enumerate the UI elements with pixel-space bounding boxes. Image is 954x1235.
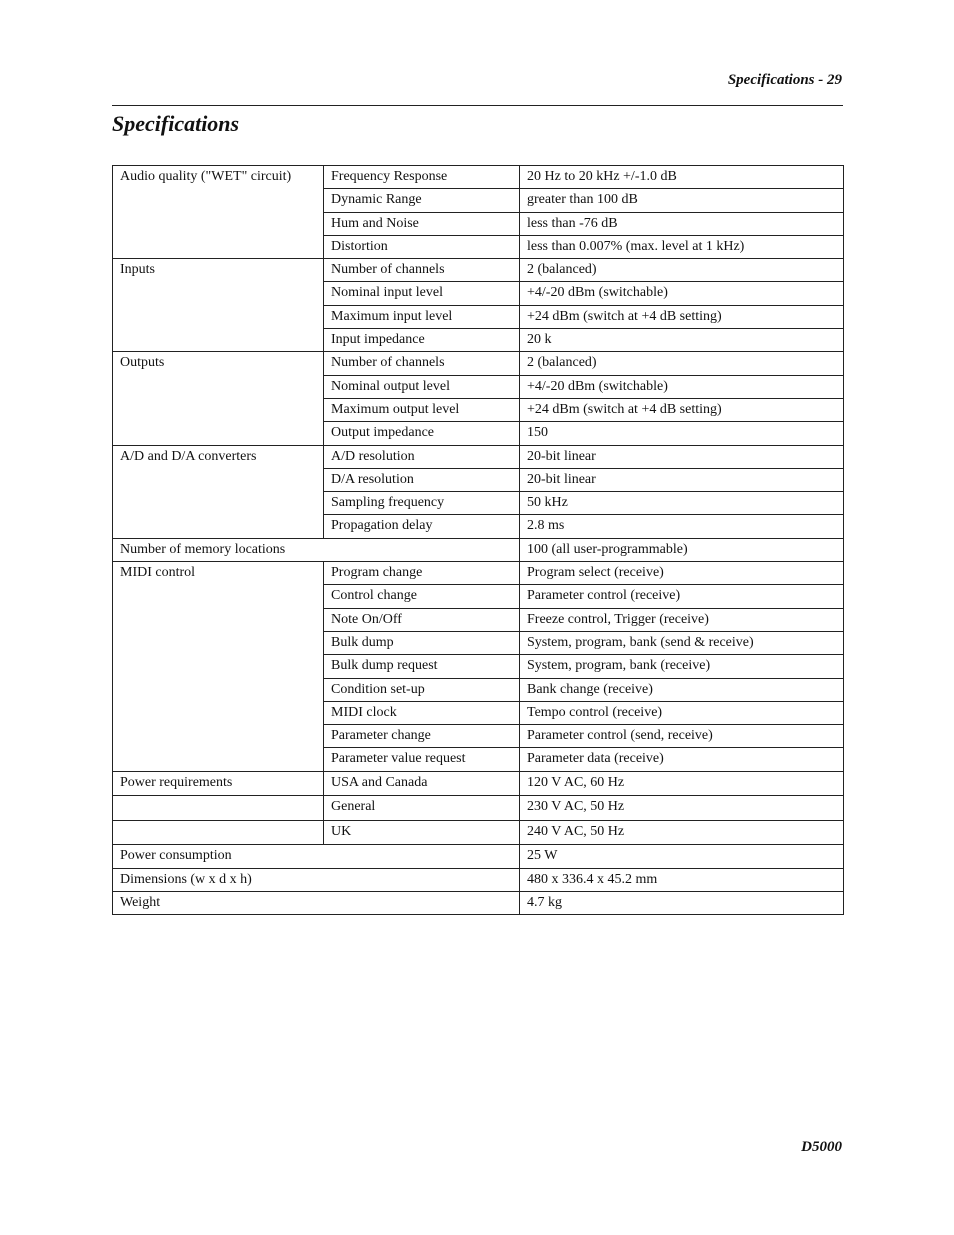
- item-cell: General: [324, 796, 520, 821]
- running-header: Specifications - 29: [727, 72, 842, 88]
- category-cell: MIDI control: [113, 562, 324, 772]
- item-cell: Program change: [324, 562, 520, 585]
- page-title: Specifications: [112, 111, 240, 136]
- item-cell: A/D resolution: [324, 445, 520, 468]
- item-cell: Note On/Off: [324, 608, 520, 631]
- value-cell: 120 V AC, 60 Hz: [520, 771, 844, 796]
- item-cell: Maximum output level: [324, 398, 520, 421]
- value-cell: Program select (receive): [520, 562, 844, 585]
- table-row: [113, 538, 844, 561]
- value-cell: Freeze control, Trigger (receive): [520, 608, 844, 631]
- value-cell: Parameter control (send, receive): [520, 725, 844, 748]
- value-cell: 20-bit linear: [520, 445, 844, 468]
- specifications-table: [112, 165, 844, 915]
- category-cell: Weight: [113, 891, 520, 914]
- header-divider: [112, 105, 843, 106]
- value-cell: System, program, bank (receive): [520, 655, 844, 678]
- item-cell: MIDI clock: [324, 701, 520, 724]
- item-cell: Number of channels: [324, 352, 520, 375]
- value-cell: 25 W: [520, 845, 844, 868]
- item-cell: Bulk dump request: [324, 655, 520, 678]
- value-cell: Parameter control (receive): [520, 585, 844, 608]
- item-cell: Nominal output level: [324, 375, 520, 398]
- category-cell: Inputs: [113, 259, 324, 352]
- item-cell: Parameter change: [324, 725, 520, 748]
- table-row: [113, 845, 844, 868]
- category-cell: Number of memory locations: [113, 538, 520, 561]
- value-cell: +24 dBm (switch at +4 dB setting): [520, 305, 844, 328]
- item-cell: Hum and Noise: [324, 212, 520, 235]
- item-cell: Distortion: [324, 235, 520, 258]
- value-cell: Parameter data (receive): [520, 748, 844, 771]
- value-cell: 4.7 kg: [520, 891, 844, 914]
- item-cell: Parameter value request: [324, 748, 520, 771]
- item-cell: D/A resolution: [324, 468, 520, 491]
- table-row: [113, 820, 844, 845]
- value-cell: +4/-20 dBm (switchable): [520, 282, 844, 305]
- category-cell: Power consumption: [113, 845, 520, 868]
- item-cell: Output impedance: [324, 422, 520, 445]
- item-cell: UK: [324, 820, 520, 845]
- item-cell: Nominal input level: [324, 282, 520, 305]
- category-cell: Outputs: [113, 352, 324, 445]
- item-cell: Input impedance: [324, 329, 520, 352]
- table-row: [113, 352, 844, 375]
- item-cell: Bulk dump: [324, 631, 520, 654]
- category-cell: Dimensions (w x d x h): [113, 868, 520, 891]
- item-cell: Condition set-up: [324, 678, 520, 701]
- item-cell: USA and Canada: [324, 771, 520, 796]
- item-cell: Maximum input level: [324, 305, 520, 328]
- value-cell: Bank change (receive): [520, 678, 844, 701]
- value-cell: 230 V AC, 50 Hz: [520, 796, 844, 821]
- value-cell: 240 V AC, 50 Hz: [520, 820, 844, 845]
- category-cell: Power requirements: [113, 771, 324, 796]
- category-cell: [113, 820, 324, 845]
- value-cell: less than 0.007% (max. level at 1 kHz): [520, 235, 844, 258]
- table-row: [113, 891, 844, 914]
- value-cell: 50 kHz: [520, 492, 844, 515]
- table-row: [113, 166, 844, 189]
- item-cell: Propagation delay: [324, 515, 520, 538]
- item-cell: Number of channels: [324, 259, 520, 282]
- value-cell: 2.8 ms: [520, 515, 844, 538]
- table-row: [113, 259, 844, 282]
- value-cell: +4/-20 dBm (switchable): [520, 375, 844, 398]
- value-cell: System, program, bank (send & receive): [520, 631, 844, 654]
- item-cell: Frequency Response: [324, 166, 520, 189]
- table-row: [113, 771, 844, 796]
- value-cell: Tempo control (receive): [520, 701, 844, 724]
- value-cell: 480 x 336.4 x 45.2 mm: [520, 868, 844, 891]
- category-cell: A/D and D/A converters: [113, 445, 324, 538]
- item-cell: Sampling frequency: [324, 492, 520, 515]
- value-cell: +24 dBm (switch at +4 dB setting): [520, 398, 844, 421]
- table-row: [113, 796, 844, 821]
- item-cell: Control change: [324, 585, 520, 608]
- category-cell: [113, 796, 324, 821]
- value-cell: 2 (balanced): [520, 352, 844, 375]
- value-cell: 20 k: [520, 329, 844, 352]
- value-cell: 20-bit linear: [520, 468, 844, 491]
- category-cell: Audio quality ("WET" circuit): [113, 166, 324, 259]
- value-cell: 2 (balanced): [520, 259, 844, 282]
- value-cell: 100 (all user-programmable): [520, 538, 844, 561]
- item-cell: Dynamic Range: [324, 189, 520, 212]
- running-footer: D5000: [801, 1139, 842, 1155]
- value-cell: less than -76 dB: [520, 212, 844, 235]
- table-row: [113, 868, 844, 891]
- value-cell: 20 Hz to 20 kHz +/-1.0 dB: [520, 166, 844, 189]
- value-cell: 150: [520, 422, 844, 445]
- value-cell: greater than 100 dB: [520, 189, 844, 212]
- table-row: [113, 562, 844, 585]
- table-row: [113, 445, 844, 468]
